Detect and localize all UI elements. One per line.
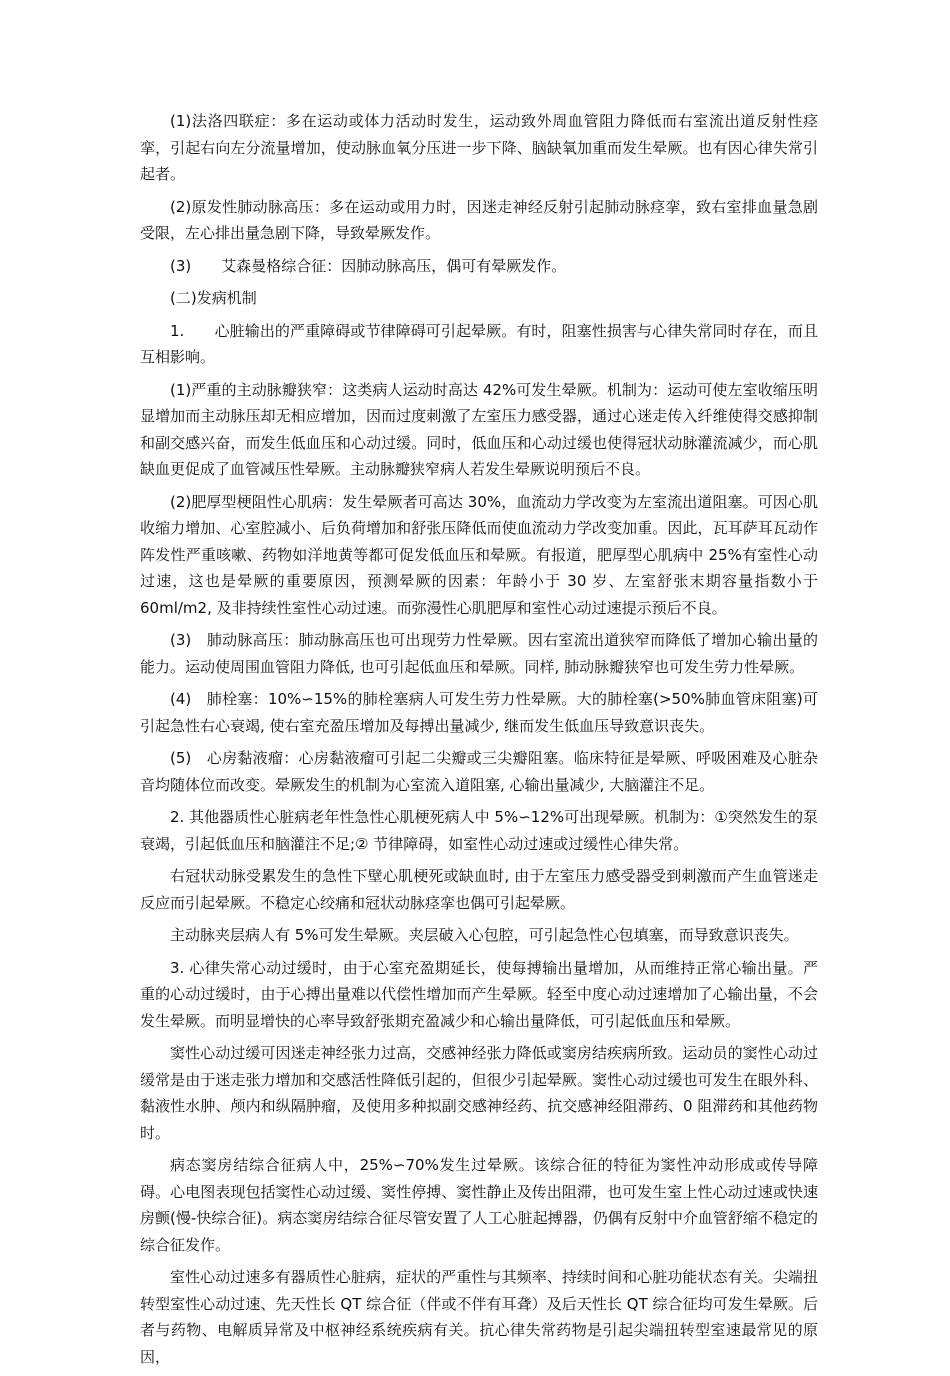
paragraph-pulmonary-artery-hypertension: (3) 肺动脉高压：肺动脉高压也可出现劳力性晕厥。因右室流出道狭窄而降低了增加心输出量的能力。运动使周围血管阻力降低, 也可引起低血压和晕厥。同样, 肺动脉瓣狭窄也可发生劳力性晕厥。 bbox=[140, 631, 818, 676]
paragraph-arrhythmia: 3. 心律失常心动过缓时，由于心室充盈期延长，使每搏输出量增加，从而维持正常心输出量。严重的心动过缓时，由于心搏出量难以代偿性增加而产生晕厥。轻至中度心动过速增加了心输出量，不会发生晕厥。而明显增快的心率导致舒张期充盈减少和心输出量降低，可引起低血压和晕厥。 bbox=[140, 958, 818, 1030]
paragraph-hypertrophic-cardiomyopathy: (2)肥厚型梗阻性心肌病：发生晕厥者可高达 30%，血流动力学改变为左室流出道阻塞。可因心肌收缩力增加、心室腔减小、后负荷增加和舒张压降低而使血流动力学改变加重。因此，瓦耳萨耳瓦动作阵发性严重咳嗽、药物如洋地黄等都可促发低血压和晕厥。有报道，肥厚型心肌病中 25%有室性心动过速，这也是晕厥的重要原因，预测晕厥的因素：年龄小于 30 岁、左室舒张末期容量指数小于 60ml/m2, 及非持续性室性心动过速。而弥漫性心肌肥厚和室性心动过速提示预后不良。 bbox=[140, 492, 818, 617]
paragraph-ventricular-tachycardia: 室性心动过速多有器质性心脏病，症状的严重性与其频率、持续时间和心脏功能状态有关。尖端扭转型室性心动过速、先天性长 QT 综合征（伴或不伴有耳聋）及后天性长 QT 综合征均可发生晕厥。后者与药物、电解质异常及中枢神经系统疾病有关。抗心律失常药物是引起尖端扭转型室速最常见的原因， bbox=[140, 1268, 818, 1366]
paragraph-sick-sinus-syndrome: 病态窦房结综合征病人中，25%∽70%发生过晕厥。该综合征的特征为窦性冲动形成或传导障碍。心电图表现包括窦性心动过缓、窦性停搏、窦性静止及传出阻滞，也可发生室上性心动过速或快速房颤(慢-快综合征)。病态窦房结综合征尽管安置了人工心脏起搏器，仍偶有反射中介血管舒缩不稳定的综合征发作。 bbox=[140, 1156, 818, 1254]
section-heading-pathogenesis: (二)发病机制 bbox=[170, 289, 257, 307]
paragraph-eisenmenger: (3) 艾森曼格综合征：因肺动脉高压，偶可有晕厥发作。 bbox=[170, 256, 567, 275]
paragraph-atrial-myxoma: (5) 心房黏液瘤：心房黏液瘤可引起二尖瓣或三尖瓣阻塞。临床特征是晕厥、呼吸困难及心脏杂音均随体位而改变。晕厥发生的机制为心室流入道阻塞, 心输出量减少, 大脑灌注不足。 bbox=[140, 749, 818, 794]
paragraph-aortic-stenosis: (1)严重的主动脉瓣狭窄：这类病人运动时高达 42%可发生晕厥。机制为：运动可使左室收缩压明显增加而主动脉压却无相应增加，因而过度刺激了左室压力感受器，通过心迷走传入纤维使得交感抑制和副交感兴奋，而发生低血压和心动过缓。同时，低血压和心动过缓也使得冠状动脉灌流减少，而心肌缺血更促成了血管减压性晕厥。主动脉瓣狭窄病人若发生晕厥说明预后不良。 bbox=[140, 380, 818, 478]
paragraph-myocardial-infarction: 2. 其他器质性心脏病老年性急性心肌梗死病人中 5%∽12%可出现晕厥。机制为：①突然发生的泵衰竭，引起低血压和脑灌注不足;② 节律障碍，如室性心动过速或过缓性心律失常。 bbox=[140, 808, 818, 853]
paragraph-pulmonary-hypertension: (2)原发性肺动脉高压：多在运动或用力时，因迷走神经反射引起肺动脉痉挛，致右室排血量急剧受限，左心排出量急剧下降，导致晕厥发作。 bbox=[140, 197, 818, 242]
paragraph-right-coronary: 右冠状动脉受累发生的急性下壁心肌梗死或缺血时, 由于左室压力感受器受到刺激而产生血管迷走反应而引起晕厥。不稳定心绞痛和冠状动脉痉挛也偶可引起晕厥。 bbox=[140, 867, 818, 912]
paragraph-tetralogy-of-fallot: (1)法洛四联症：多在运动或体力活动时发生，运动致外周血管阻力降低而右室流出道反射性痉挛，引起右向左分流量增加，使动脉血氧分压进一步下降、脑缺氧加重而发生晕厥。也有因心律失常引起者。 bbox=[140, 112, 818, 183]
paragraph-aortic-dissection: 主动脉夹层病人有 5%可发生晕厥。夹层破入心包腔，可引起急性心包填塞，而导致意识丧失。 bbox=[170, 926, 799, 944]
paragraph-sinus-bradycardia: 窦性心动过缓可因迷走神经张力过高，交感神经张力降低或窦房结疾病所致。运动员的窦性心动过缓常是由于迷走张力增加和交感活性降低引起的，但很少引起晕厥。窦性心动过缓也可发生在眼外科、黏液性水肿、颅内和纵隔肿瘤，及使用多种拟副交感神经药、抗交感神经阻滞药、0 阻滞药和其他药物时。 bbox=[140, 1044, 818, 1142]
paragraph-pulmonary-embolism: (4) 肺栓塞：10%∽15%的肺栓塞病人可发生劳力性晕厥。大的肺栓塞(>50%肺血管床阻塞)可引起急性右心衰竭, 使右室充盈压增加及每搏出量减少, 继而发生低血压导致意识丧失。 bbox=[140, 690, 818, 735]
document-body bbox=[140, 108, 818, 1376]
paragraph-cardiac-output: 1. 心脏输出的严重障碍或节律障碍可引起晕厥。有时，阻塞性损害与心律失常同时存在，而且互相影响。 bbox=[140, 321, 818, 366]
